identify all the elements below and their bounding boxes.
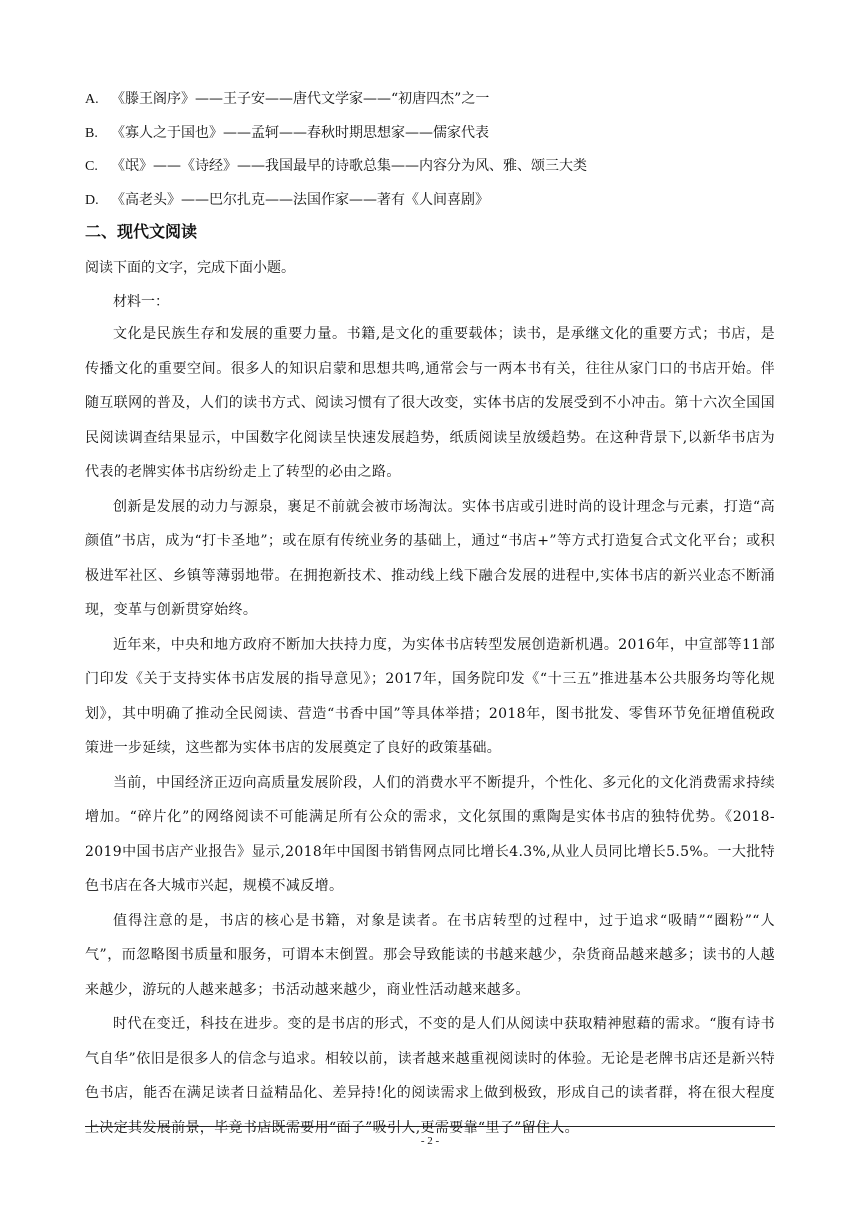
paragraph-conclusion: 时代在变迁，科技在进步。变的是书店的形式，不变的是人们从阅读中获取精神慰藉的需求。“腹有诗书气自华”依旧是很多人的信念与追求。相较以前，读者越来越重视阅读时的体验。无论是老牌书店还是新兴特色书店，能否在满足读者日益精品化、差异持!化的阅读需求上做到极致，形成自己的读者群，将在很大程度上决定其发展前景，毕竟书店既需要用“面子”吸引人,更需要靠“里子”留住人。 xyxy=(85,1016,775,1136)
material-title: 材料一： xyxy=(113,294,169,310)
option-a-text: 《滕王阁序》——王子安——唐代文学家——“初唐四杰”之一 xyxy=(111,91,490,107)
paragraph-consumption: 当前，中国经济正迈向高质量发展阶段，人们的消费水平不断提升，个性化、多元化的文化消费需求持续增加。“碎片化”的网络阅读不可能满足所有公众的需求，文化氛围的熏陶是实体书店的独特优势。《2018-2019中国书店产业报告》显示,2018年中国图书销售网点同比增长4.3%,从业人员同比增长5.5%。一大批特色书店在各大城市兴起，规模不减反增。 xyxy=(85,774,775,894)
reading-instruction: 阅读下面的文字，完成下面小题。 xyxy=(85,260,295,276)
paragraph-culture: 文化是民族生存和发展的重要力量。书籍,是文化的重要载体；读书，是承继文化的重要方式；书店，是传播文化的重要空间。很多人的知识启蒙和思想共鸣,通常会与一两本书有关，往往从家门口的书店开始。伴随互联网的普及，人们的读书方式、阅读习惯有了很大改变，实体书店的发展受到不小冲击。第十六次全国国民阅读调查结果显示，中国数字化阅读呈快速发展趋势，纸质阅读呈放缓趋势。在这种背景下,以新华书店为代表的老牌实体书店纷纷走上了转型的必由之路。 xyxy=(85,326,775,480)
option-b-letter: B. xyxy=(85,126,98,141)
page-number: - 2 - xyxy=(420,1135,440,1147)
section-heading: 二、现代文阅读 xyxy=(85,222,198,241)
paragraph-policy: 近年来，中央和地方政府不断加大扶持力度，为实体书店转型发展创造新机遇。2016年，中宣部等11部门印发《关于支持实体书店发展的指导意见》；2017年，国务院印发《“十三五”推进基本公共服务均等化规划》，其中明确了推动全民阅读、营造“书香中国”等具体举措；2018年，图书批发、零售环节免征增值税政策进一步延续，这些都为实体书店的发展奠定了良好的政策基础。 xyxy=(85,636,775,756)
option-d-text: 《高老头》——巴尔扎克——法国作家——著有《人间喜剧》 xyxy=(111,192,489,208)
footer-divider xyxy=(85,1126,775,1127)
option-d-letter: D. xyxy=(85,193,99,208)
option-a-letter: A. xyxy=(85,92,99,107)
option-d xyxy=(85,190,489,211)
option-c-letter: C. xyxy=(85,159,98,174)
paragraph-innovation: 创新是发展的动力与源泉，裹足不前就会被市场淘汰。实体书店或引进时尚的设计理念与元素，打造“高颜值”书店，成为“打卡圣地”；或在原有传统业务的基础上，通过“书店+”等方式打造复合式文化平台；或积极进军社区、乡镇等薄弱地带。在拥抱新技术、推动线上线下融合发展的进程中,实体书店的新兴业态不断涌现，变革与创新贯穿始终。 xyxy=(85,498,775,618)
article-body xyxy=(85,317,775,1145)
option-c xyxy=(85,156,587,177)
option-a xyxy=(85,89,489,110)
option-b-text: 《寡人之于国也》——孟轲——春秋时期思想家——儒家代表 xyxy=(111,125,489,141)
option-b xyxy=(85,123,489,144)
paragraph-core: 值得注意的是，书店的核心是书籍，对象是读者。在书店转型的过程中，过于追求“吸睛”“圈粉”“人气”，而忽略图书质量和服务，可谓本末倒置。那会导致能读的书越来越少，杂货商品越来越多；读书的人越来越少，游玩的人越来越多；书活动越来越少，商业性活动越来越多。 xyxy=(85,912,775,998)
option-c-text: 《氓》——《诗经》——我国最早的诗歌总集——内容分为风、雅、颂三大类 xyxy=(111,158,587,174)
